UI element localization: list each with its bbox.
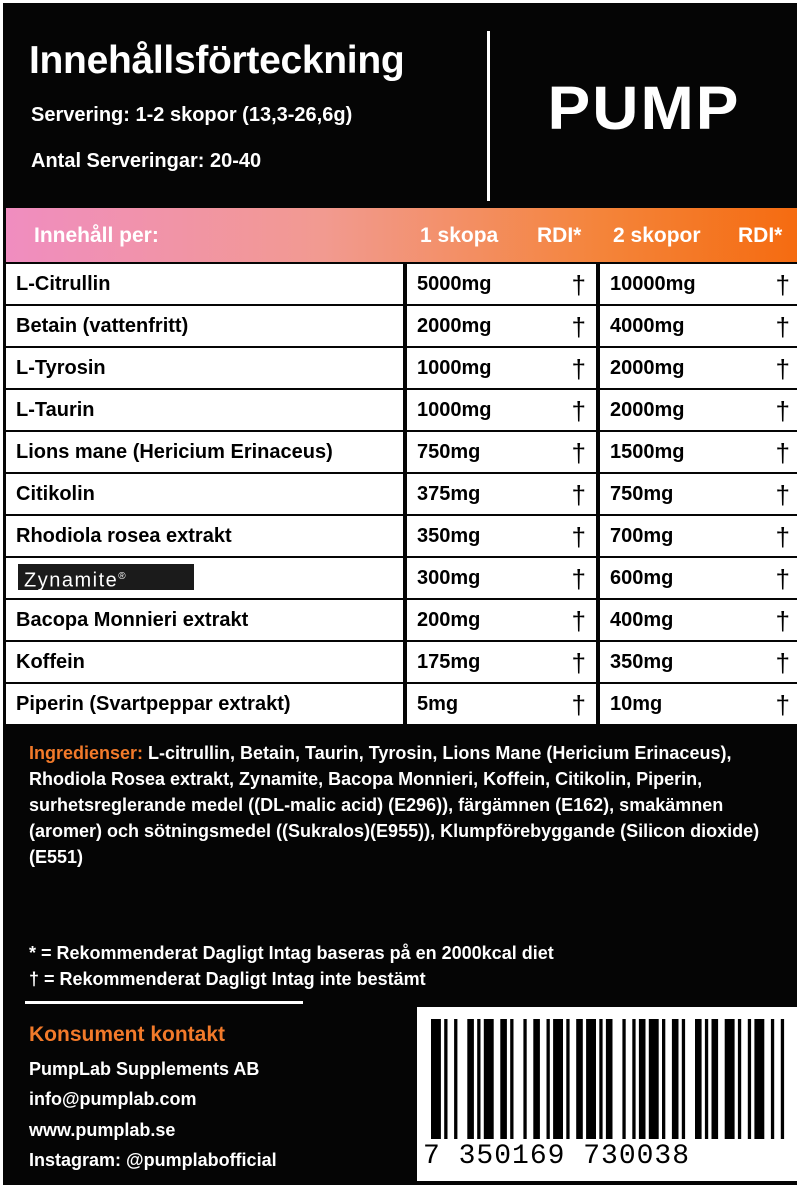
table-row bbox=[6, 600, 800, 640]
name-cell bbox=[6, 474, 403, 514]
two-scoops-amount: 2000mg bbox=[610, 399, 685, 421]
rdi-dagger-1: † bbox=[571, 648, 586, 678]
two-scoops-cell bbox=[600, 600, 800, 640]
one-scoop-amount: 375mg bbox=[417, 483, 481, 505]
barcode-bar bbox=[748, 1019, 751, 1139]
barcode-bar bbox=[599, 1019, 602, 1139]
barcode-bar bbox=[533, 1019, 540, 1139]
rdi-dagger-1: † bbox=[571, 480, 586, 510]
barcode-bar bbox=[510, 1019, 513, 1139]
rdi-dagger-2: † bbox=[775, 354, 790, 384]
barcode-bar bbox=[566, 1019, 569, 1139]
ingredients-text bbox=[29, 740, 779, 870]
barcode-bar bbox=[500, 1019, 507, 1139]
table-header bbox=[6, 208, 800, 262]
rdi-footnote: * = Rekommenderat Dagligt Intag baseras på en 2000kcal diet bbox=[29, 943, 554, 963]
contact-heading: Konsument kontakt bbox=[29, 1023, 226, 1046]
rdi-dagger-2: † bbox=[775, 312, 790, 342]
one-scoop-cell bbox=[407, 684, 596, 724]
one-scoop-cell bbox=[407, 432, 596, 472]
table-row bbox=[6, 474, 800, 514]
dagger-footnote: † = Rekommenderat Dagligt Intag inte bestämt bbox=[29, 969, 426, 989]
rdi-dagger-2: † bbox=[775, 564, 790, 594]
rdi-dagger-1: † bbox=[571, 606, 586, 636]
one-scoop-cell bbox=[407, 306, 596, 346]
barcode-bar bbox=[672, 1019, 679, 1139]
barcode-bar bbox=[444, 1019, 447, 1139]
header-rdi-1: RDI* bbox=[537, 224, 582, 247]
serving-size: Servering: 1-2 skopor (13,3-26,6g) bbox=[31, 104, 353, 126]
one-scoop-amount: 200mg bbox=[417, 609, 481, 631]
table-row bbox=[6, 348, 800, 388]
name-cell bbox=[6, 600, 403, 640]
two-scoops-cell bbox=[600, 684, 800, 724]
two-scoops-amount: 700mg bbox=[610, 525, 674, 547]
barcode-bar bbox=[576, 1019, 583, 1139]
rdi-dagger-1: † bbox=[571, 312, 586, 342]
two-scoops-cell bbox=[600, 264, 800, 304]
name-cell bbox=[6, 642, 403, 682]
table-row bbox=[6, 306, 800, 346]
barcode-bar bbox=[553, 1019, 563, 1139]
contact-company: PumpLab Supplements AB bbox=[29, 1059, 260, 1079]
table-row bbox=[6, 558, 800, 598]
two-scoops-cell bbox=[600, 306, 800, 346]
ingredients-label: Ingredienser: bbox=[29, 743, 144, 763]
ingredient-name: Koffein bbox=[16, 651, 85, 673]
nutrition-table bbox=[6, 262, 800, 724]
two-scoops-amount: 600mg bbox=[610, 567, 674, 589]
header-one-scoop: 1 skopa bbox=[420, 224, 499, 247]
barcode-bar bbox=[682, 1019, 685, 1139]
one-scoop-amount: 1000mg bbox=[417, 357, 492, 379]
rdi-dagger-1: † bbox=[571, 690, 586, 720]
barcode-bar bbox=[771, 1019, 774, 1139]
barcode-number: 7 350169 730038 bbox=[423, 1141, 691, 1172]
rdi-dagger-1: † bbox=[571, 354, 586, 384]
two-scoops-amount: 1500mg bbox=[610, 441, 685, 463]
contact-email: info@pumplab.com bbox=[29, 1089, 197, 1109]
two-scoops-amount: 10000mg bbox=[610, 273, 696, 295]
one-scoop-cell bbox=[407, 642, 596, 682]
name-cell bbox=[6, 558, 403, 598]
rdi-dagger-1: † bbox=[571, 396, 586, 426]
rdi-dagger-1: † bbox=[571, 564, 586, 594]
one-scoop-cell bbox=[407, 600, 596, 640]
one-scoop-amount: 5000mg bbox=[417, 273, 492, 295]
ingredient-name: L-Tyrosin bbox=[16, 357, 106, 379]
ingredient-name: L-Taurin bbox=[16, 399, 95, 421]
barcode-bar bbox=[754, 1019, 764, 1139]
name-cell bbox=[6, 432, 403, 472]
registered-mark: ® bbox=[118, 571, 126, 582]
pump-logo: PUMP bbox=[547, 73, 741, 143]
barcode-icon bbox=[417, 1007, 797, 1181]
rdi-dagger-2: † bbox=[775, 270, 790, 300]
name-cell bbox=[6, 348, 403, 388]
two-scoops-cell bbox=[600, 432, 800, 472]
barcode-bar bbox=[781, 1019, 784, 1139]
barcode-bar bbox=[586, 1019, 596, 1139]
one-scoop-amount: 300mg bbox=[417, 567, 481, 589]
barcode-bar bbox=[738, 1019, 741, 1139]
barcode-bar bbox=[431, 1019, 441, 1139]
rdi-dagger-1: † bbox=[571, 270, 586, 300]
one-scoop-amount: 1000mg bbox=[417, 399, 492, 421]
barcode-bar bbox=[705, 1019, 708, 1139]
name-cell bbox=[6, 684, 403, 724]
rdi-dagger-2: † bbox=[775, 480, 790, 510]
ingredient-name: L-Citrullin bbox=[16, 273, 111, 295]
barcode-bar bbox=[523, 1019, 526, 1139]
ingredient-name: Citikolin bbox=[16, 483, 95, 505]
barcode-bar bbox=[606, 1019, 613, 1139]
barcode-bar bbox=[662, 1019, 665, 1139]
barcode-bar bbox=[639, 1019, 646, 1139]
two-scoops-cell bbox=[600, 474, 800, 514]
zynamite-name: Zynamite bbox=[24, 569, 119, 592]
barcode-bar bbox=[484, 1019, 494, 1139]
rdi-dagger-2: † bbox=[775, 648, 790, 678]
page-title: Innehållsförteckning bbox=[29, 39, 405, 82]
one-scoop-cell bbox=[407, 558, 596, 598]
rdi-dagger-2: † bbox=[775, 522, 790, 552]
rdi-dagger-2: † bbox=[775, 606, 790, 636]
one-scoop-cell bbox=[407, 348, 596, 388]
header-divider bbox=[487, 31, 490, 201]
table-row bbox=[6, 642, 800, 682]
two-scoops-amount: 750mg bbox=[610, 483, 674, 505]
ingredient-name: Rhodiola rosea extrakt bbox=[16, 525, 232, 547]
rdi-dagger-2: † bbox=[775, 690, 790, 720]
barcode-bar bbox=[695, 1019, 702, 1139]
name-cell bbox=[6, 516, 403, 556]
one-scoop-cell bbox=[407, 390, 596, 430]
barcode-bar bbox=[725, 1019, 735, 1139]
two-scoops-amount: 4000mg bbox=[610, 315, 685, 337]
barcode-bar bbox=[649, 1019, 659, 1139]
one-scoop-cell bbox=[407, 474, 596, 514]
name-cell bbox=[6, 306, 403, 346]
barcode-bar bbox=[632, 1019, 635, 1139]
two-scoops-cell bbox=[600, 390, 800, 430]
ingredient-name: Lions mane (Hericium Erinaceus) bbox=[16, 441, 333, 463]
two-scoops-cell bbox=[600, 516, 800, 556]
ingredient-name: Piperin (Svartpeppar extrakt) bbox=[16, 693, 291, 715]
footer-divider bbox=[25, 1001, 303, 1004]
one-scoop-cell bbox=[407, 264, 596, 304]
name-cell bbox=[6, 390, 403, 430]
barcode-bar bbox=[467, 1019, 474, 1139]
contact-website: www.pumplab.se bbox=[29, 1120, 176, 1140]
one-scoop-amount: 750mg bbox=[417, 441, 481, 463]
barcode-bar bbox=[622, 1019, 625, 1139]
name-cell bbox=[6, 264, 403, 304]
table-row bbox=[6, 684, 800, 724]
two-scoops-cell bbox=[600, 642, 800, 682]
one-scoop-amount: 350mg bbox=[417, 525, 481, 547]
header-two-scoops: 2 skopor bbox=[613, 224, 701, 247]
ingredient-name: Bacopa Monnieri extrakt bbox=[16, 609, 249, 631]
two-scoops-amount: 2000mg bbox=[610, 357, 685, 379]
rdi-dagger-1: † bbox=[571, 438, 586, 468]
table-row bbox=[6, 264, 800, 304]
barcode-bar bbox=[712, 1019, 719, 1139]
barcode-bar bbox=[454, 1019, 457, 1139]
two-scoops-amount: 10mg bbox=[610, 693, 663, 715]
one-scoop-amount: 5mg bbox=[417, 693, 459, 715]
table-row bbox=[6, 432, 800, 472]
contact-instagram: Instagram: @pumplabofficial bbox=[29, 1150, 277, 1170]
table-row bbox=[6, 516, 800, 556]
ingredients-list: L-citrullin, Betain, Taurin, Tyrosin, Lions Mane (Hericium Erinaceus), Rhodiola Rosea extrakt, Zynamite, Bacopa Monnieri, Koffein, Citikolin, Piperin, surhetsreglerande medel ((DL-malic acid) (E296)), färgämnen (E162), smakämnen (aromer) och sötningsmedel ((Sukralos)(E955)), Klumpförebyggande (Silicon dioxide) (E551) bbox=[29, 743, 760, 867]
rdi-dagger-2: † bbox=[775, 396, 790, 426]
zynamite-logo bbox=[18, 564, 194, 590]
rdi-dagger-1: † bbox=[571, 522, 586, 552]
two-scoops-amount: 350mg bbox=[610, 651, 674, 673]
header-content-per: Innehåll per: bbox=[34, 224, 159, 247]
barcode-bar bbox=[547, 1019, 550, 1139]
table-row bbox=[6, 390, 800, 430]
header-rdi-2: RDI* bbox=[738, 224, 783, 247]
ingredient-name: Betain (vattenfritt) bbox=[16, 315, 189, 337]
servings-count: Antal Serveringar: 20-40 bbox=[31, 150, 262, 172]
barcode-bar bbox=[477, 1019, 480, 1139]
two-scoops-amount: 400mg bbox=[610, 609, 674, 631]
one-scoop-amount: 2000mg bbox=[417, 315, 492, 337]
one-scoop-cell bbox=[407, 516, 596, 556]
rdi-dagger-2: † bbox=[775, 438, 790, 468]
two-scoops-cell bbox=[600, 348, 800, 388]
one-scoop-amount: 175mg bbox=[417, 651, 481, 673]
two-scoops-cell bbox=[600, 558, 800, 598]
